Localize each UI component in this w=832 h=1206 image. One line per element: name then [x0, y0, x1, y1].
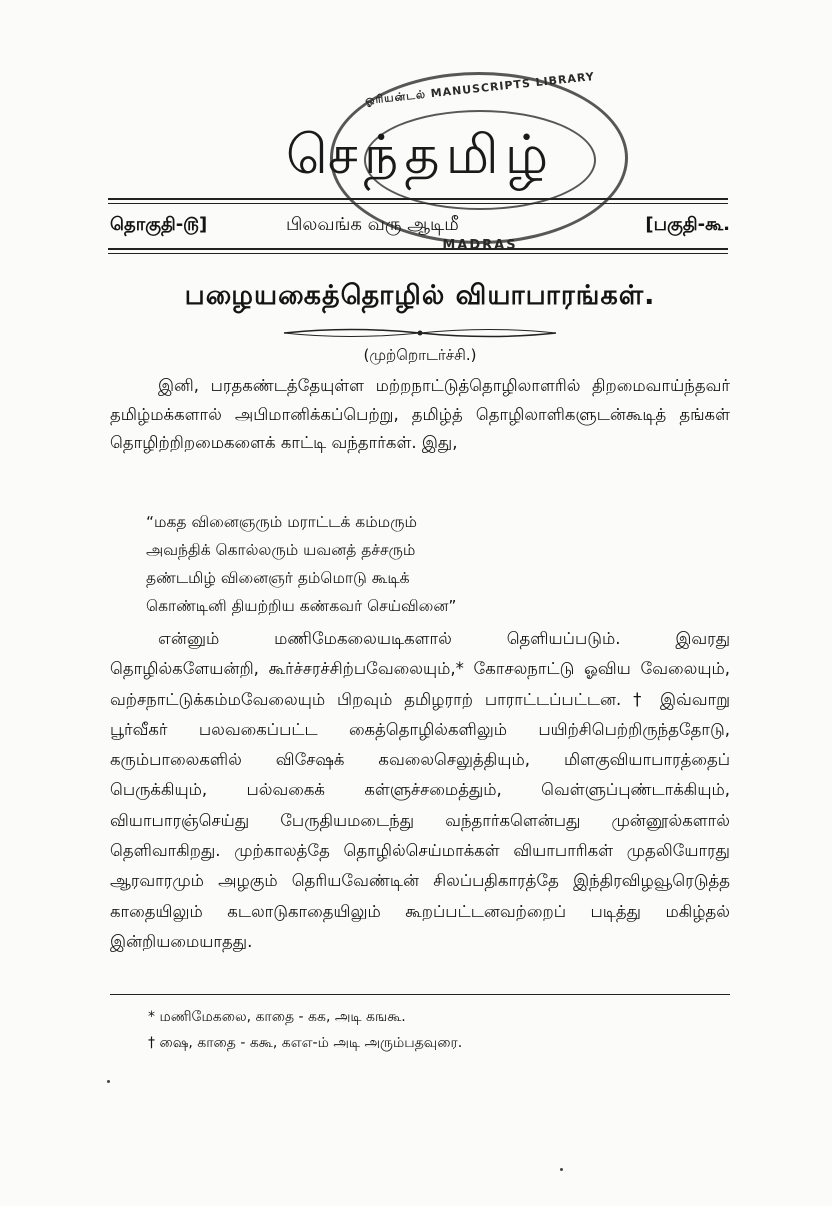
- verse-line: “மகத வினைஞரும் மராட்டக் கம்மரும்: [146, 513, 417, 531]
- verse-quotation: [146, 508, 706, 620]
- verse-line: கொண்டினி தியற்றிய கண்கவர் செய்வினை”: [146, 597, 457, 615]
- scan-speck: [560, 1168, 563, 1171]
- volume-rule-bottom-thin: [108, 253, 728, 254]
- masthead-rule-top: [108, 198, 728, 200]
- article-title: பழையகைத்தொழில் வியாபாரங்கள்.: [184, 280, 656, 311]
- verse-line: தண்டமிழ் வினைஞர் தம்மொடு கூடிக்: [146, 569, 410, 587]
- part-number: [பகுதி-கூ.: [645, 214, 730, 235]
- paragraph-2-text: என்னும் மணிமேகலையடிகளால் தெளியப்படும். இவரது தொழில்களேயன்றி, கூர்ச்சரச்சிற்பவேலையும்,* கோசலநாட்டு ஓவிய வேலையும், வற்சநாட்டுக்கம்மவேலையும் பிறவும் தமிழராற் பாராட்டப்பட்டன. † இவ்வாறு பூர்வீகர் பலவகைப்பட்ட கைத்தொழில்களிலும் பயிற்சிபெற்றிருந்ததோடு, கரும்பாலைகளில் விசேஷக் கவலைசெலுத்தியும், மிளகுவியாபாரத்தைப் பெருக்கியும், பல்வகைக் கள்ளுச்சமைத்தும், வெள்ளுப்புண்டாக்கியும், வியாபாரஞ்செய்து பேருதியமடைந்து வந்தார்களென்பது முன்னூல்களால் தெளிவாகிறது. முற்காலத்தே தொழில்செய்மாக்கள் வியாபாரிகள் முதலியோரது ஆரவாரமும் அழகும் தெரியவேண்டின் சிலப்பதிகாரத்தே இந்திரவிழவூரெடுத்த காதையிலும் கடலாடுகாதையிலும் கூறப்பட்டனவற்றைப் படித்து மகிழ்தல் இன்றியமையாதது.: [110, 629, 730, 951]
- footnote-2: † ஷை, காதை - ககூ, கஎஎ-ம் அடி அரும்பதவுரை.: [148, 1035, 463, 1051]
- volume-number: தொகுதி-௫]: [110, 214, 208, 235]
- paragraph-1: [110, 372, 730, 458]
- masthead-rule-top-thin: [108, 203, 728, 204]
- library-stamp-city: MADRAS: [442, 238, 518, 253]
- library-stamp-text: ஓரியன்டல் MANUSCRIPTS LIBRARY: [364, 69, 596, 108]
- journal-title: செந்தமிழ்: [285, 122, 555, 186]
- masthead: [110, 118, 730, 198]
- paragraph-2: [110, 624, 730, 957]
- paragraph-1-text: இனி, பரதகண்டத்தேயுள்ள மற்றநாட்டுத்தொழிலாளரில் திறமைவாய்ந்தவர் தமிழ்மக்களால் அபிமானிக்கப்பெற்று, தமிழ்த் தொழிலாளிகளுடன்கூடித் தங்கள் தொழிற்றிறமைகளைக் காட்டி வந்தார்கள். இது,: [110, 376, 730, 452]
- volume-line: [110, 208, 730, 242]
- verse-line: அவந்திக் கொல்லரும் யவனத் தச்சரும்: [146, 541, 416, 559]
- title-ornament: [280, 326, 560, 340]
- continued-note: (முற்றொடர்ச்சி.): [363, 346, 477, 364]
- footnotes: [148, 1004, 708, 1056]
- footnote-rule: [110, 994, 730, 995]
- volume-rule-bottom: [108, 248, 728, 250]
- footnote-1: * மணிமேகலை, காதை - கக, அடி கஙகூ.: [148, 1009, 406, 1025]
- issue-date: பிலவங்க வரு ஆடிமீ: [286, 214, 459, 235]
- scan-speck: [107, 1080, 110, 1083]
